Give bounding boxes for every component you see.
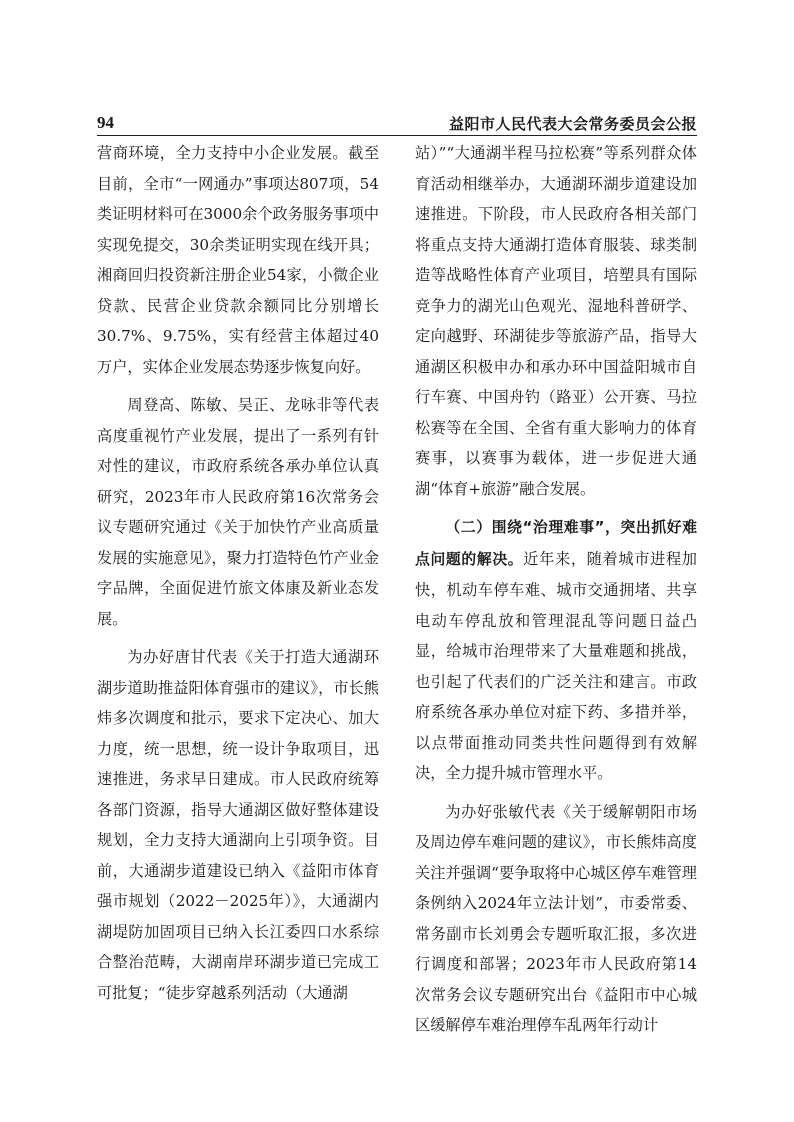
paragraph-parking: 为办好张敏代表《关于缓解朝阳市场及周边停车难问题的建议》，市长熊炜高度关注并强调“要争取将中心城区停车难管理条例纳入2024年立法计划”，市委常委、常务副市长刘勇会专题听取汇报，多次进行调度和部署；2023年市人民政府第14次常务会议专题研究出台《益阳市中心城区缓解停车难治理停车乱两年行动计 bbox=[415, 802, 697, 1034]
paragraph-datong-lake-trail: 为办好唐甘代表《关于打造大通湖环湖步道助推益阳体育强市的建议》，市长熊炜多次调度和批示，要求下定决心、加大力度，统一思想，统一设计争取项目，迅速推进，务求早日建成。市人民政府统筹各部门资源，指导大通湖区做好整体建设规划，全力支持大通湖向上引项争资。目前，大通湖步道建设已纳入《益阳市体育强市规划（2022－2025年）》，大通湖内湖堤防加固项目已纳入长江委四口水系综合整治范畴，大湖南岸环湖步道已完成工可批复；“徒步穿越系列活动（大通湖 bbox=[97, 648, 379, 1002]
left-column bbox=[97, 138, 379, 1008]
journal-title: 益阳市人民代表大会常务委员会公报 bbox=[448, 115, 697, 133]
header-rule bbox=[97, 135, 697, 136]
page-number: 94 bbox=[97, 113, 114, 132]
paragraph-bamboo-industry: 周登高、陈敏、吴正、龙咏非等代表高度重视竹产业发展，提出了一系列有针对性的建议，市政府系统各承办单位认真研究，2023年市人民政府第16次常务会议专题研究通过《关于加快竹产业高质量发展的实施意见》，聚力打造特色竹产业金字品牌，全面促进竹旅文体康及新业态发展。 bbox=[97, 396, 379, 628]
paragraph-governance bbox=[415, 512, 697, 789]
paragraph-business-environment: 营商环境，全力支持中小企业发展。截至目前，全市“一网通办”事项达807项，54类证明材料可在3000余个政务服务事项中实现免提交，30余类证明实现在线开具；湘商回归投资新注册企业54家，小微企业贷款、民营企业贷款余额同比分别增长30.7%、9.75%，实有经营主体超过40万户，实体企业发展态势逐步恢复向好。 bbox=[97, 144, 379, 376]
paragraph-sports-tourism: 站）”“大通湖半程马拉松赛”等系列群众体育活动相继举办，大通湖环湖步道建设加速推进。下阶段，市人民政府各相关部门将重点支持大通湖打造体育服装、球类制造等战略性体育产业项目，培塑具有国际竞争力的湖光山色观光、湿地科普研学、定向越野、环湖徒步等旅游产品，指导大通湖区积极申办和承办环中国益阳城市自行车赛、中国舟钓（路亚）公开赛、马拉松赛等在全国、全省有重大影响力的体育赛事，以赛事为载体，进一步促进大通湖“体育+旅游”融合发展。 bbox=[415, 144, 697, 498]
section-subheading: （二）围绕“治理难事”，突出抓好难点问题的解决。 bbox=[415, 519, 697, 568]
section-body: 近年来，随着城市进程加快，机动车停车难、城市交通拥堵、共享电动车停乱放和管理混乱等问题日益凸显，给城市治理带来了大量难题和挑战，也引起了代表们的广泛关注和建言。市政府系统各承办单位对症下药、多措并举，以点带面推动同类共性问题得到有效解决，全力提升城市管理水平。 bbox=[415, 549, 697, 782]
page-header bbox=[97, 111, 697, 135]
right-column bbox=[415, 138, 697, 1041]
